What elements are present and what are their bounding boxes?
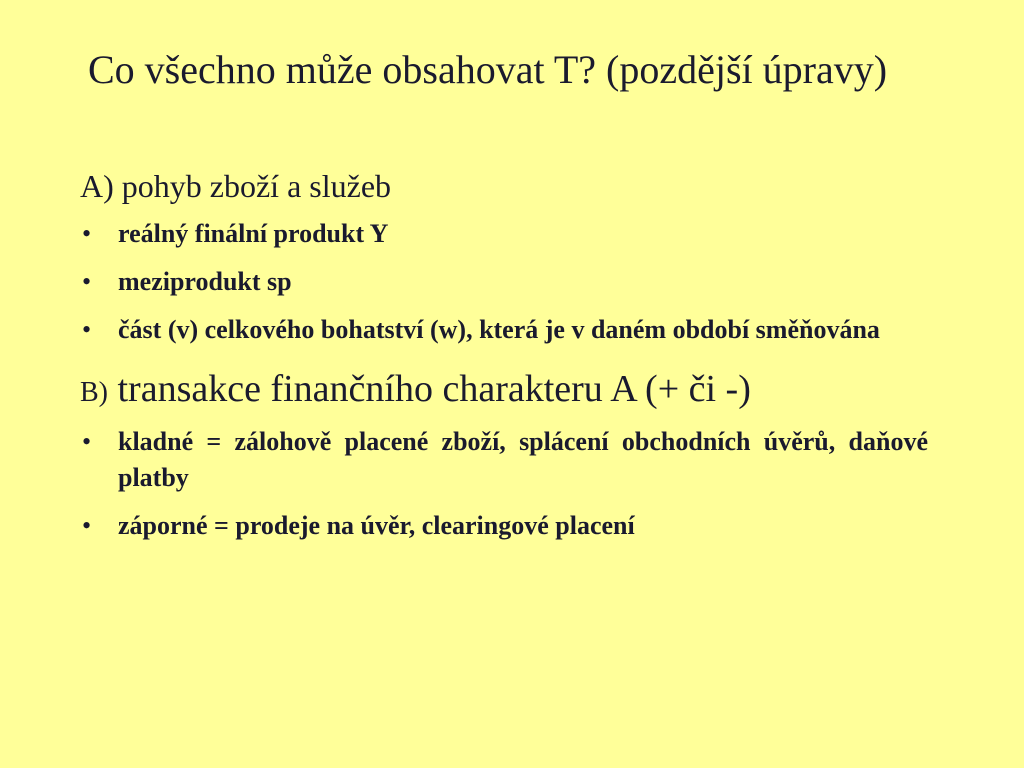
slide-title: Co všechno může obsahovat T? (pozdější úpravy) (88, 47, 888, 92)
bullet-text: meziprodukt sp (118, 267, 292, 296)
bullet-text: reálný finální produkt Y (118, 219, 389, 248)
bullet-icon: • (82, 511, 92, 540)
list-item (80, 424, 928, 496)
slide-content (80, 164, 928, 556)
bullet-icon: • (82, 315, 92, 344)
section-a-list (80, 216, 928, 348)
bullet-icon: • (82, 219, 92, 248)
list-item (80, 312, 928, 348)
bullet-icon: • (82, 267, 92, 296)
bullet-text: část (v) celkového bohatství (w), která je v daném období směňována (118, 315, 880, 344)
list-item (80, 264, 928, 300)
bullet-text: záporné = prodeje na úvěr, clearingové placení (118, 511, 635, 540)
section-b-prefix: B) (80, 377, 108, 408)
section-b-title: transakce finančního charakteru A (+ či -) (117, 368, 751, 410)
list-item (80, 216, 928, 252)
bullet-text: kladné = zálohově placené zboží, splácení obchodních úvěrů, daňové platby (118, 427, 928, 492)
bullet-icon: • (82, 427, 92, 456)
section-b-heading (80, 366, 928, 416)
section-b-list (80, 424, 928, 544)
list-item (80, 508, 928, 544)
section-a-heading: A) pohyb zboží a služeb (80, 168, 392, 204)
